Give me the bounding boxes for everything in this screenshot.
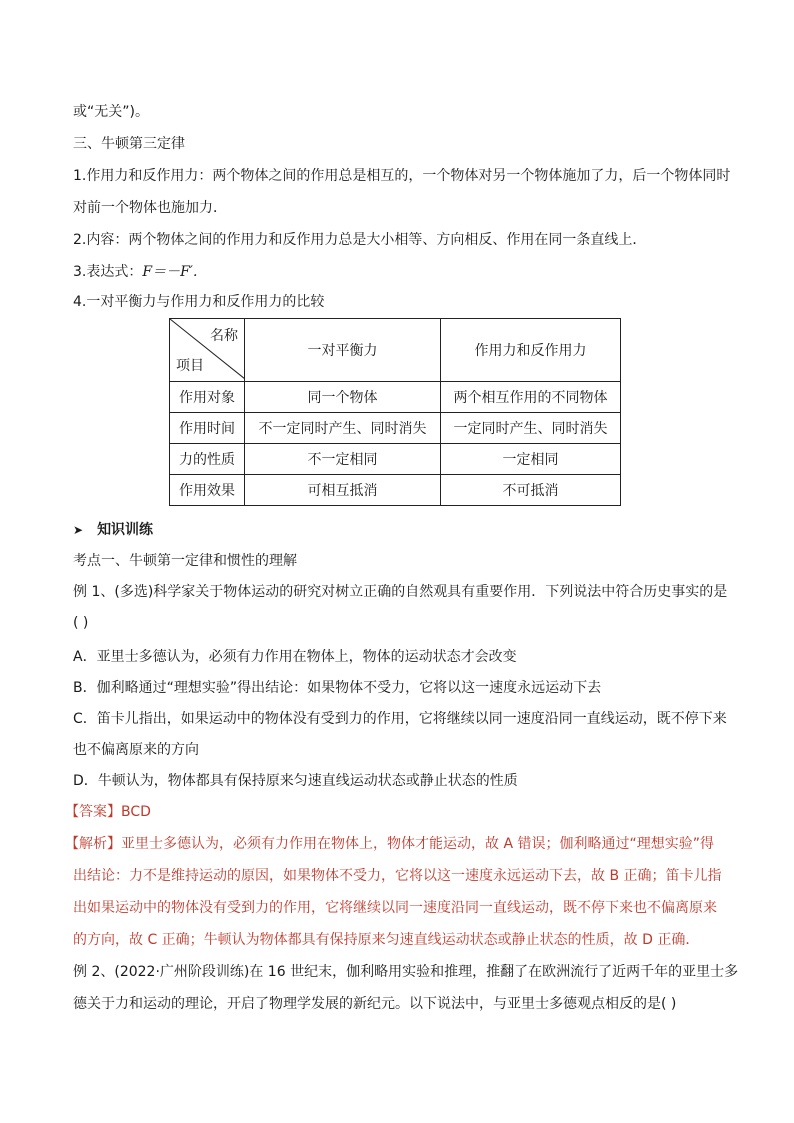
table-cell: 同一个物体 <box>245 382 441 413</box>
section-heading: 三、牛顿第三定律 <box>73 136 185 152</box>
explanation-line: 出结论：力不是维持运动的原因，如果物体不受力，它将以这一速度永远运动下去，故 B 正确；笛卡儿指 <box>73 868 722 884</box>
text-line: 2.内容：两个物体之间的作用力和反作用力总是大小相等、方向相反、作用在同一条直线上． <box>73 232 647 248</box>
table-cell: 两个相互作用的不同物体 <box>441 382 621 413</box>
table-cell-item: 作用对象 <box>170 382 245 413</box>
option-c-cont: 也不偏离原来的方向 <box>73 742 199 758</box>
explanation-line: 出如果运动中的物体没有受到力的作用，它将继续以同一速度沿同一直线运动，既不停下来也不偏离原来 <box>73 900 717 916</box>
section-title-text: 知识训练 <box>97 522 154 538</box>
option-a: A．亚里士多德认为，必须有力作用在物体上，物体的运动状态才会改变 <box>73 649 517 665</box>
answer: 【答案】BCD <box>65 804 151 820</box>
table-cell-item: 作用时间 <box>170 413 245 444</box>
table-cell-item: 作用效果 <box>170 475 245 506</box>
table-header-row <box>170 319 621 382</box>
table-header-col1: 一对平衡力 <box>245 319 441 382</box>
text-line: 1.作用力和反作用力：两个物体之间的作用总是相互的，一个物体对另一个物体施加了力，后一个物体同时 <box>73 168 731 184</box>
text-line: 对前一个物体也施加力． <box>73 200 227 216</box>
table-row <box>170 444 621 475</box>
question-line: 例 2、(2022·广州阶段训练)在 16 世纪末，伽利略用实验和推理，推翻了在欧洲流行了近两千年的亚里士多 <box>73 964 739 980</box>
table-header-col2: 作用力和反作用力 <box>441 319 621 382</box>
table-cell: 一定相同 <box>441 444 621 475</box>
table-cell: 不一定同时产生、同时消失 <box>245 413 441 444</box>
table-cell-item: 力的性质 <box>170 444 245 475</box>
formula-prefix: 3.表达式： <box>73 264 143 280</box>
section-title <box>73 520 153 540</box>
table-cell: 不可抵消 <box>441 475 621 506</box>
explanation-tag: 【解析】 <box>65 836 121 852</box>
table-cell: 不一定相同 <box>245 444 441 475</box>
table-cell: 一定同时产生、同时消失 <box>441 413 621 444</box>
text-line: 或“无关”)。 <box>73 104 149 120</box>
table-row <box>170 382 621 413</box>
explanation-line <box>65 834 714 854</box>
comparison-table <box>169 318 621 506</box>
arrow-icon: ➤ <box>73 523 84 537</box>
table-corner-cell <box>170 319 245 382</box>
explanation-line: 的方向，故 C 正确；牛顿认为物体都具有保持原来匀速直线运动状态或静止状态的性质，故 D 正确． <box>73 932 700 948</box>
option-b: B．伽利略通过“理想实验”得出结论：如果物体不受力，它将以这一速度永远运动下去 <box>73 680 602 696</box>
question-blank: ( ) <box>73 615 89 631</box>
table-row <box>170 475 621 506</box>
table-row <box>170 413 621 444</box>
kaodian-heading: 考点一、牛顿第一定律和惯性的理解 <box>73 553 297 569</box>
option-c: C．笛卡儿指出，如果运动中的物体没有受到力的作用，它将继续以同一速度沿同一直线运动，既不停下来 <box>73 711 727 727</box>
question-line: 德关于力和运动的理论，开启了物理学发展的新纪元。以下说法中，与亚里士多德观点相反的是( ) <box>73 996 677 1012</box>
corner-top-label: 名称 <box>210 328 238 344</box>
formula-line <box>73 262 197 282</box>
text-line: 4.一对平衡力与作用力和反作用力的比较 <box>73 294 325 310</box>
corner-bottom-label: 项目 <box>176 358 204 374</box>
option-d: D．牛顿认为，物体都具有保持原来匀速直线运动状态或静止状态的性质 <box>73 773 518 789</box>
table-cell: 可相互抵消 <box>245 475 441 506</box>
question-line: 例 1、(多选)科学家关于物体运动的研究对树立正确的自然观具有重要作用．下列说法中符合历史事实的是 <box>73 584 728 600</box>
explanation-text: 亚里士多德认为，必须有力作用在物体上，物体才能运动，故 A 错误；伽利略通过“理想实验”得 <box>121 836 714 852</box>
formula: F＝－F′. <box>142 264 198 280</box>
